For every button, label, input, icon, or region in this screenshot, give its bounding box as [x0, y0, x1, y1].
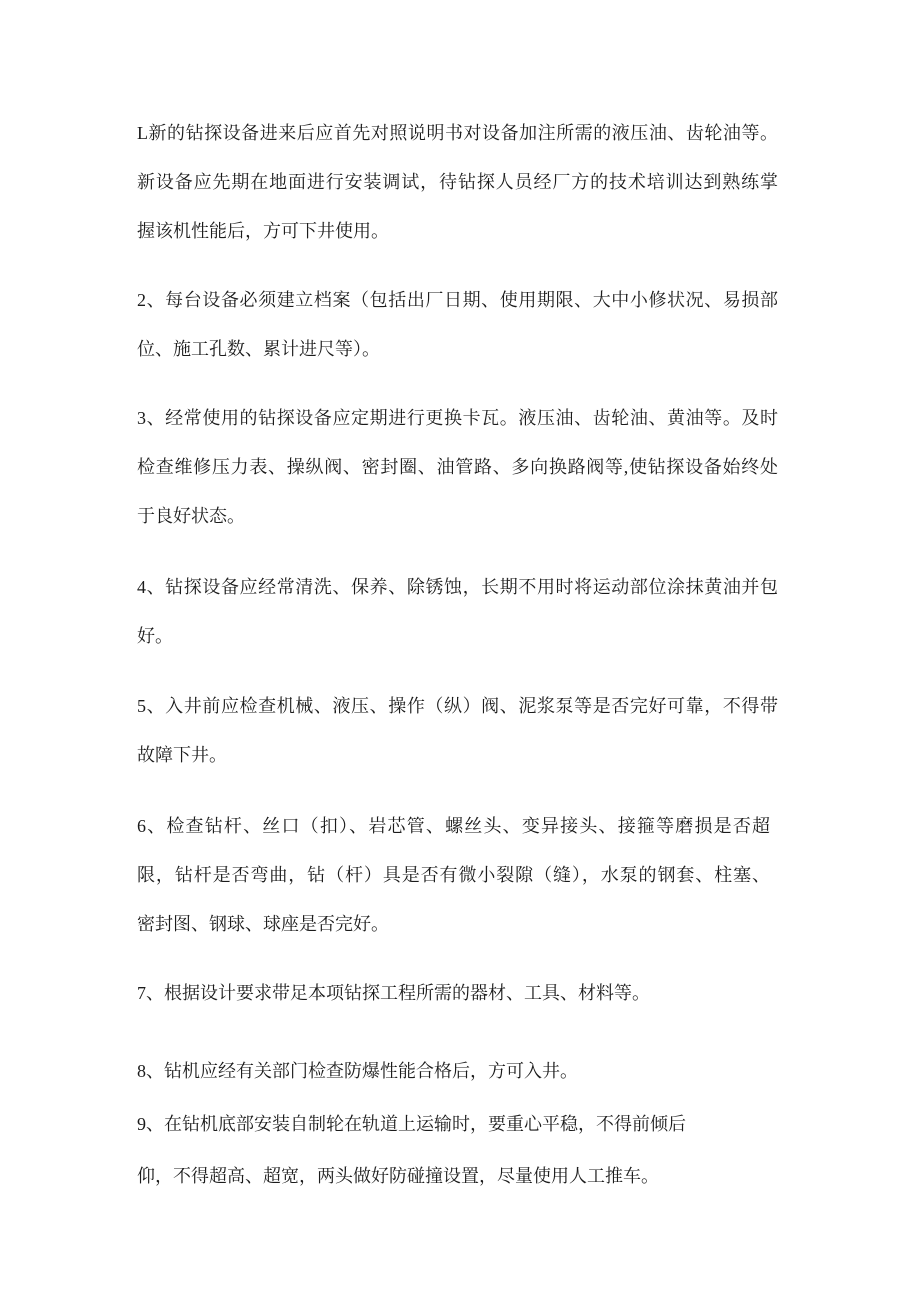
list-item-7 — [137, 969, 778, 1018]
paragraph-9-line-2: 仰，不得超高、超宽，两头做好防碰撞设置，尽量使用人工推车。 — [137, 1166, 659, 1186]
paragraph-4-line-1: 4、钻探设备应经常清洗、保养、除锈蚀，长期不用时将运动部位涂抹黄油并包 — [137, 577, 778, 597]
list-item-1 — [137, 109, 778, 256]
paragraph-1-line-2: 新设备应先期在地面进行安装调试，待钻探人员经厂方的技术培训达到熟练掌 — [137, 172, 778, 192]
list-item-9 — [137, 1098, 778, 1202]
paragraph-1-line-3: 握该机性能后，方可下井使用。 — [137, 221, 389, 241]
list-item-3 — [137, 394, 778, 541]
paragraph-2-line-1: 2、每台设备必须建立档案（包括出厂日期、使用期限、大中小修状况、易损部 — [137, 290, 778, 310]
paragraph-2-line-2: 位、施工孔数、累计进尺等）。 — [137, 339, 380, 359]
paragraph-4-line-2: 好。 — [137, 626, 173, 646]
paragraph-5-line-1: 5、入井前应检查机械、液压、操作（纵）阀、泥浆泵等是否完好可靠，不得带 — [137, 696, 778, 716]
list-item-8 — [137, 1047, 778, 1096]
paragraph-3-line-1: 3、经常使用的钻探设备应定期进行更换卡瓦。液压油、齿轮油、黄油等。及时 — [137, 408, 778, 428]
paragraph-9-line-1: 9、在钻机底部安装自制轮在轨道上运输时，要重心平稳，不得前倾后 — [137, 1114, 686, 1134]
list-item-6 — [137, 802, 778, 949]
paragraph-6-line-3: 密封图、钢球、球座是否完好。 — [137, 914, 389, 934]
paragraph-7-line-1: 7、根据设计要求带足本项钻探工程所需的器材、工具、材料等。 — [137, 983, 650, 1003]
paragraph-8-line-1: 8、钻机应经有关部门检查防爆性能合格后，方可入井。 — [137, 1061, 578, 1081]
paragraph-3-line-2: 检查维修压力表、操纵阀、密封圈、油管路、多向换路阀等,使钻探设备始终处 — [137, 457, 778, 477]
paragraph-5-line-2: 故障下井。 — [137, 745, 227, 765]
list-item-4 — [137, 563, 778, 661]
paragraph-6-line-2: 限，钻杆是否弯曲，钻（杆）具是否有微小裂隙（缝），水泵的钢套、柱塞、 — [137, 865, 770, 885]
paragraph-6-line-1: 6、检查钻杆、丝口（扣）、岩芯管、螺丝头、变异接头、接箍等磨损是否超 — [137, 816, 770, 836]
paragraph-3-line-3: 于良好状态。 — [137, 506, 245, 526]
list-item-2 — [137, 276, 778, 374]
list-item-5 — [137, 682, 778, 780]
paragraph-1-line-1: L新的钻探设备进来后应首先对照说明书对设备加注所需的液压油、齿轮油等。 — [137, 123, 778, 143]
